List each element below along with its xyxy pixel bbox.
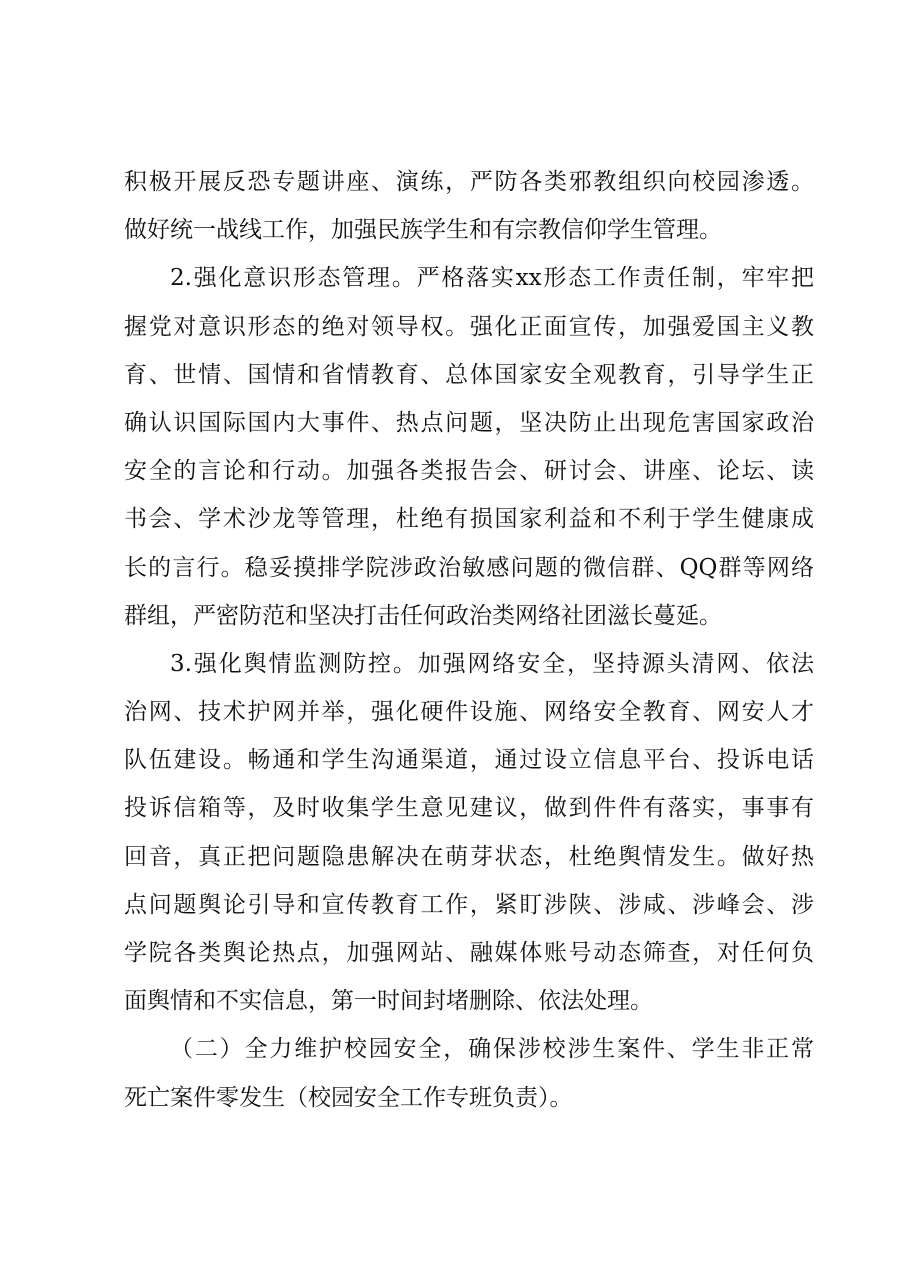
text-line: 群组，严密防范和坚决打击任何政治类网络社团滋长蔓延。 — [124, 602, 722, 629]
text-line: 长的言行。稳妥摸排学院涉政治敏感问题的微信群、QQ群等网络 — [124, 554, 814, 581]
text-line: （二）全力维护校园安全，确保涉校涉生案件、学生非正常 — [170, 1036, 814, 1063]
text-line: 2.强化意识形态管理。严格落实xx形态工作责任制，牢牢把 — [170, 265, 814, 292]
paragraph-continuation — [124, 158, 814, 254]
text-line: 握党对意识形态的绝对领导权。强化正面宣传，加强爱国主义教 — [124, 313, 814, 340]
text-line: 治网、技术护网并举，强化硬件设施、网络安全教育、网安人才 — [124, 699, 814, 726]
text-line: 回音，真正把问题隐患解决在萌芽状态，杜绝舆情发生。做好热 — [124, 843, 814, 870]
text-line: 安全的言论和行动。加强各类报告会、研讨会、讲座、论坛、读 — [124, 458, 814, 485]
text-line: 队伍建设。畅通和学生沟通渠道，通过设立信息平台、投诉电话 — [124, 747, 814, 774]
text-line: 点问题舆论引导和宣传教育工作，紧盯涉陕、涉咸、涉峰会、涉 — [124, 891, 814, 918]
text-line: 书会、学术沙龙等管理，杜绝有损国家利益和不利于学生健康成 — [124, 506, 814, 533]
paragraph-ideology-management — [124, 254, 814, 640]
text-line: 投诉信箱等，及时收集学生意见建议，做到件件有落实，事事有 — [124, 795, 814, 822]
text-line: 面舆情和不实信息，第一时间封堵删除、依法处理。 — [124, 988, 653, 1015]
text-line: 3.强化舆情监测防控。加强网络安全，坚持源头清网、依法 — [170, 650, 814, 677]
text-line: 死亡案件零发生（校园安全工作专班负责）。 — [124, 1084, 573, 1111]
document-body — [124, 158, 814, 1122]
text-line: 学院各类舆论热点，加强网站、融媒体账号动态筛查，对任何负 — [124, 940, 814, 966]
text-line: 积极开展反恐专题讲座、演练，严防各类邪教组织向校园渗透。 — [124, 169, 814, 195]
section-heading-campus-safety — [124, 1025, 814, 1121]
text-line: 做好统一战线工作，加强民族学生和有宗教信仰学生管理。 — [124, 217, 722, 244]
paragraph-public-opinion — [124, 640, 814, 1026]
text-line: 确认识国际国内大事件、热点问题，坚决防止出现危害国家政治 — [124, 409, 814, 436]
text-line: 育、世情、国情和省情教育、总体国家安全观教育，引导学生正 — [124, 361, 814, 388]
